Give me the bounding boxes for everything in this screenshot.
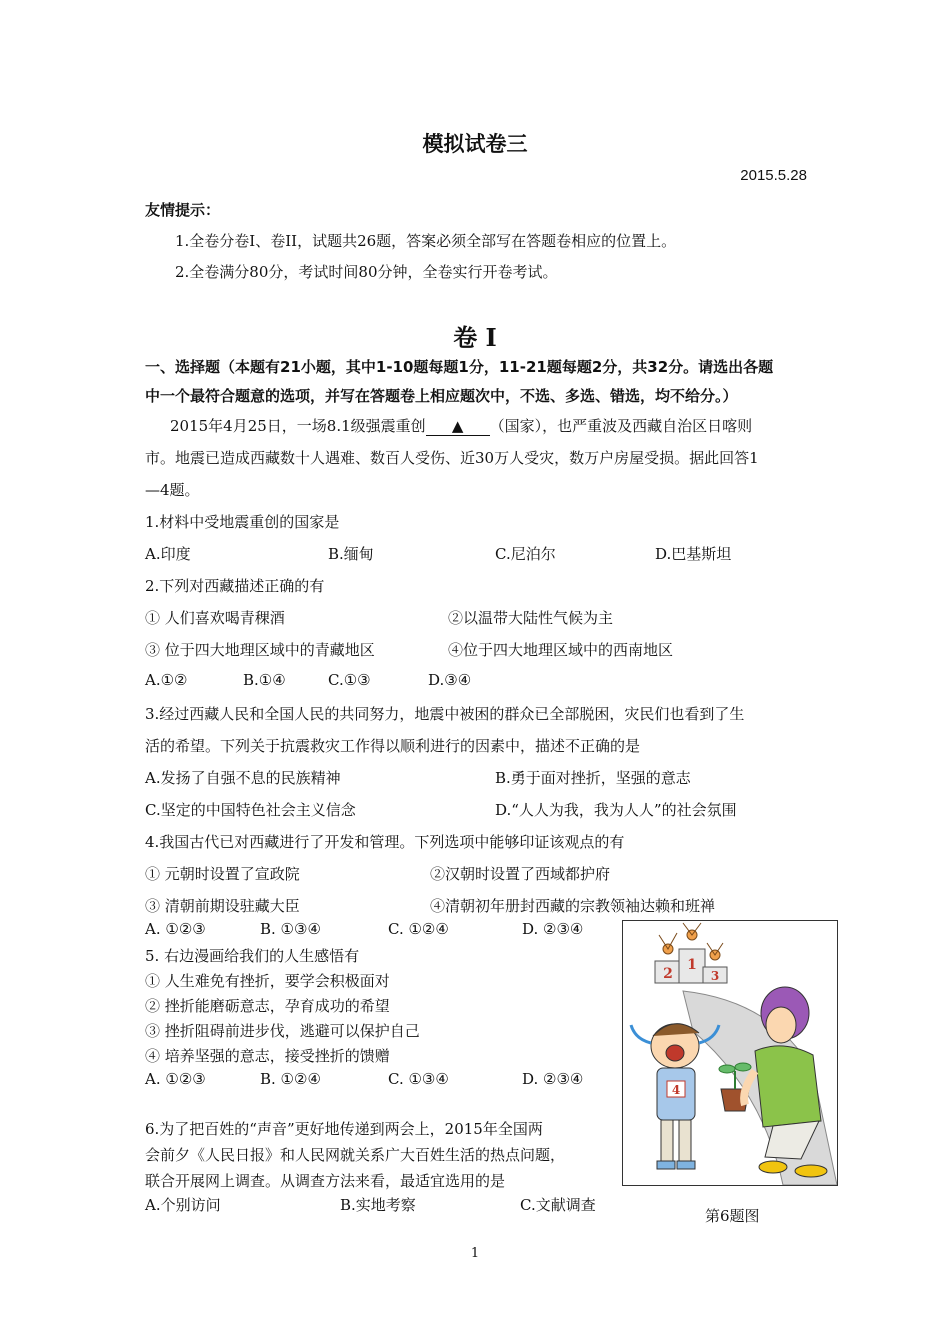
statement-item: ① 人生难免有挫折，要学会积极面对: [145, 972, 390, 990]
cartoon-illustration: [623, 921, 837, 1185]
question-stem: 1.材料中受地震重创的国家是: [145, 513, 340, 531]
passage-line: 市。地震已造成西藏数十人遇难、数百人受伤、近30万人受灾，数万户房屋受损。据此回答1: [145, 449, 759, 467]
statement-item: ① 元朝时设置了宣政院: [145, 865, 300, 883]
option-a: A.个别访问: [145, 1196, 221, 1214]
bib-number: 4: [671, 1083, 681, 1097]
section-title: 卷 I: [453, 323, 497, 352]
passage-text: （国家），也严重波及西藏自治区日喀则: [489, 417, 753, 435]
question-stem: 3.经过西藏人民和全国人民的共同努力，地震中被困的群众已全部脱困，灾民们也看到了生: [145, 705, 745, 723]
question-stem: 联合开展网上调查。从调查方法来看，最适宜选用的是: [145, 1172, 506, 1190]
option-c: C. ①③④: [388, 1070, 449, 1088]
question-stem: 活的希望。下列关于抗震救灾工作得以顺利进行的因素中，描述不正确的是: [145, 737, 641, 755]
option-b: B.①④: [243, 671, 286, 689]
exam-date: 2015.5.28: [740, 167, 807, 184]
statement-item: ③ 清朝前期设驻藏大臣: [145, 897, 300, 915]
option-d: D.巴基斯坦: [655, 545, 732, 563]
passage-line: —4题。: [145, 481, 200, 499]
section-instructions: 中一个最符合题意的选项，并写在答题卷上相应题次中，不选、多选、错选，均不给分。）: [145, 387, 738, 405]
passage-line: [170, 415, 752, 436]
option-a: A.印度: [145, 545, 191, 563]
statement-item: ④ 培养坚强的意志，接受挫折的馈赠: [145, 1047, 390, 1065]
option-d: D. ②③④: [522, 920, 584, 938]
option-b: B. ①③④: [260, 920, 321, 938]
page-number: 1: [470, 1246, 480, 1261]
cartoon-figure: [622, 920, 838, 1186]
statement-item: ① 人们喜欢喝青稞酒: [145, 609, 285, 627]
question-stem: 5. 右边漫画给我们的人生感悟有: [145, 947, 360, 965]
section-instructions: 一、选择题（本题有21小题，其中1-10题每题1分，11-21题每题2分，共32分。请选出各题: [145, 358, 774, 376]
figure-caption: 第6题图: [705, 1207, 760, 1225]
statement-item: ④清朝初年册封西藏的宗教领袖达赖和班禅: [430, 897, 716, 915]
page-title: 模拟试卷三: [422, 132, 528, 156]
tip-item: 1.全卷分卷I、卷II，试题共26题，答案必须全部写在答题卷相应的位置上。: [175, 232, 677, 250]
option-c: C.尼泊尔: [495, 545, 556, 563]
question-stem: 2.下列对西藏描述正确的有: [145, 577, 325, 595]
podium-label: 2: [663, 966, 673, 982]
tip-item: 2.全卷满分80分，考试时间80分钟，全卷实行开卷考试。: [175, 263, 558, 281]
option-c: C.①③: [328, 671, 371, 689]
statement-item: ③ 挫折阻碍前进步伐，逃避可以保护自己: [145, 1022, 420, 1040]
option-d: D. ②③④: [522, 1070, 584, 1088]
answer-blank: ▲: [426, 417, 490, 436]
statement-item: ② 挫折能磨砺意志，孕育成功的希望: [145, 997, 390, 1015]
option-b: B.缅甸: [328, 545, 374, 563]
passage-text: 2015年4月25日，一场8.1级强震重创: [170, 417, 426, 435]
statement-item: ②汉朝时设置了西域都护府: [430, 865, 611, 883]
option-b: B.实地考察: [340, 1196, 416, 1214]
option-c: C.坚定的中国特色社会主义信念: [145, 801, 356, 819]
statement-item: ②以温带大陆性气候为主: [448, 609, 614, 627]
question-stem: 6.为了把百姓的“声音”更好地传递到两会上，2015年全国两: [145, 1120, 543, 1138]
podium-label: 3: [710, 969, 720, 983]
question-stem: 会前夕《人民日报》和人民网就关系广大百姓生活的热点问题，: [145, 1146, 566, 1164]
podium-label: 1: [687, 957, 697, 973]
tips-heading: 友情提示：: [145, 201, 221, 219]
option-b: B.勇于面对挫折，坚强的意志: [495, 769, 691, 787]
option-a: A. ①②③: [145, 1070, 206, 1088]
statement-item: ③ 位于四大地理区域中的青藏地区: [145, 641, 375, 659]
option-d: D.“人人为我，我为人人”的社会氛围: [495, 801, 737, 819]
question-stem: 4.我国古代已对西藏进行了开发和管理。下列选项中能够印证该观点的有: [145, 833, 625, 851]
option-c: C. ①②④: [388, 920, 449, 938]
option-a: A.发扬了自强不息的民族精神: [145, 769, 341, 787]
statement-item: ④位于四大地理区域中的西南地区: [448, 641, 674, 659]
option-a: A. ①②③: [145, 920, 206, 938]
option-d: D.③④: [428, 671, 472, 689]
option-b: B. ①②④: [260, 1070, 321, 1088]
option-c: C.文献调查: [520, 1196, 596, 1214]
option-a: A.①②: [145, 671, 188, 689]
